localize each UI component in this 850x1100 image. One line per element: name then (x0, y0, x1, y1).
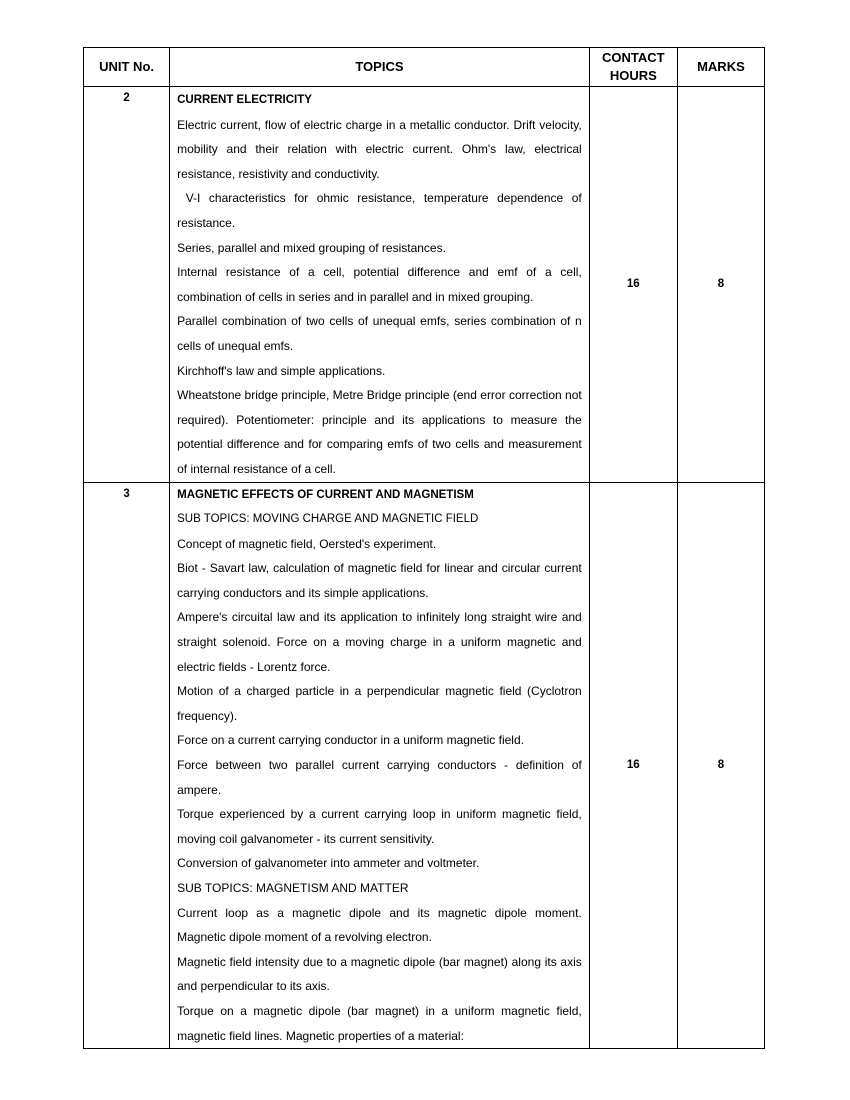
topic-paragraph: Parallel combination of two cells of unequal emfs, series combination of n cells of unequal emfs. (177, 314, 582, 353)
unit-title: CURRENT ELECTRICITY (177, 94, 312, 106)
header-marks: MARKS (677, 48, 764, 87)
topic-paragraph: Biot - Savart law, calculation of magnetic field for linear and circular current carrying conductors and its simple applications. (177, 561, 582, 600)
topic-cell (170, 482, 590, 1049)
marks-value: 8 (677, 87, 764, 483)
header-contact-hours (589, 48, 677, 87)
topic-paragraph: Ampere's circuital law and its application to infinitely long straight wire and straight solenoid. Force on a moving charge in a uniform magnetic and electric fields - Lorentz force. (177, 610, 582, 674)
unit-number: 3 (84, 482, 170, 1049)
unit-title: MAGNETIC EFFECTS OF CURRENT AND MAGNETISM (177, 488, 474, 501)
syllabus-table (83, 47, 765, 1049)
topic-paragraph: Wheatstone bridge principle, Metre Bridge principle (end error correction not required). Potentiometer: principle and its applications to measure the potential difference and for comparing emfs of two cells and measurement of internal resistance of a cell. (177, 388, 582, 476)
topic-paragraph: Electric current, flow of electric charge in a metallic conductor. Drift velocity, mobility and their relation with electric current. Ohm's law, electrical resistance, resistivity and conductivity. (177, 117, 582, 181)
topic-paragraph: Internal resistance of a cell, potential difference and emf of a cell, combination of cells in series and in parallel and in mixed grouping. (177, 265, 582, 304)
topic-paragraph: Concept of magnetic field, Oersted's experiment. (177, 536, 437, 551)
topic-paragraph: Torque on a magnetic dipole (bar magnet) in a uniform magnetic field, magnetic field lines. Magnetic properties of a material: (177, 1003, 582, 1043)
header-contact-hours-line2: HOURS (609, 68, 657, 83)
table-row (84, 87, 765, 483)
contact-hours-value: 16 (589, 87, 677, 483)
topic-paragraph: Magnetic field intensity due to a magnetic dipole (bar magnet) along its axis and perpendicular to its axis. (177, 954, 582, 994)
header-topics: TOPICS (170, 48, 590, 87)
table-header-row (84, 48, 765, 87)
subtopic-heading: SUB TOPICS: MOVING CHARGE AND MAGNETIC FIELD (177, 513, 479, 526)
topic-cell (170, 87, 590, 483)
topic-paragraph: Force between two parallel current carrying conductors - definition of ampere. (177, 758, 582, 797)
topic-paragraph: V-I characteristics for ohmic resistance, temperature dependence of resistance. (177, 191, 586, 230)
topic-paragraph: Conversion of galvanometer into ammeter and voltmeter. (177, 856, 480, 871)
topic-paragraph: Series, parallel and mixed grouping of resistances. (177, 240, 446, 255)
marks-value: 8 (677, 482, 764, 1049)
contact-hours-value: 16 (589, 482, 677, 1049)
topic-paragraph: Current loop as a magnetic dipole and its magnetic dipole moment. Magnetic dipole moment of a revolving electron. (177, 905, 582, 945)
unit-number: 2 (84, 87, 170, 483)
subtopic-heading: SUB TOPICS: MAGNETISM AND MATTER (177, 881, 409, 895)
topic-paragraph: Motion of a charged particle in a perpendicular magnetic field (Cyclotron frequency). (177, 684, 582, 723)
topic-paragraph: Force on a current carrying conductor in a uniform magnetic field. (177, 733, 524, 748)
table-row (84, 482, 765, 1049)
topic-paragraph: Kirchhoff's law and simple applications. (177, 363, 386, 378)
syllabus-page (83, 47, 765, 1049)
header-unit-no: UNIT No. (84, 48, 170, 87)
topic-paragraph: Torque experienced by a current carrying loop in uniform magnetic field, moving coil galvanometer - its current sensitivity. (177, 807, 582, 846)
header-contact-hours-line1: CONTACT (602, 50, 665, 65)
